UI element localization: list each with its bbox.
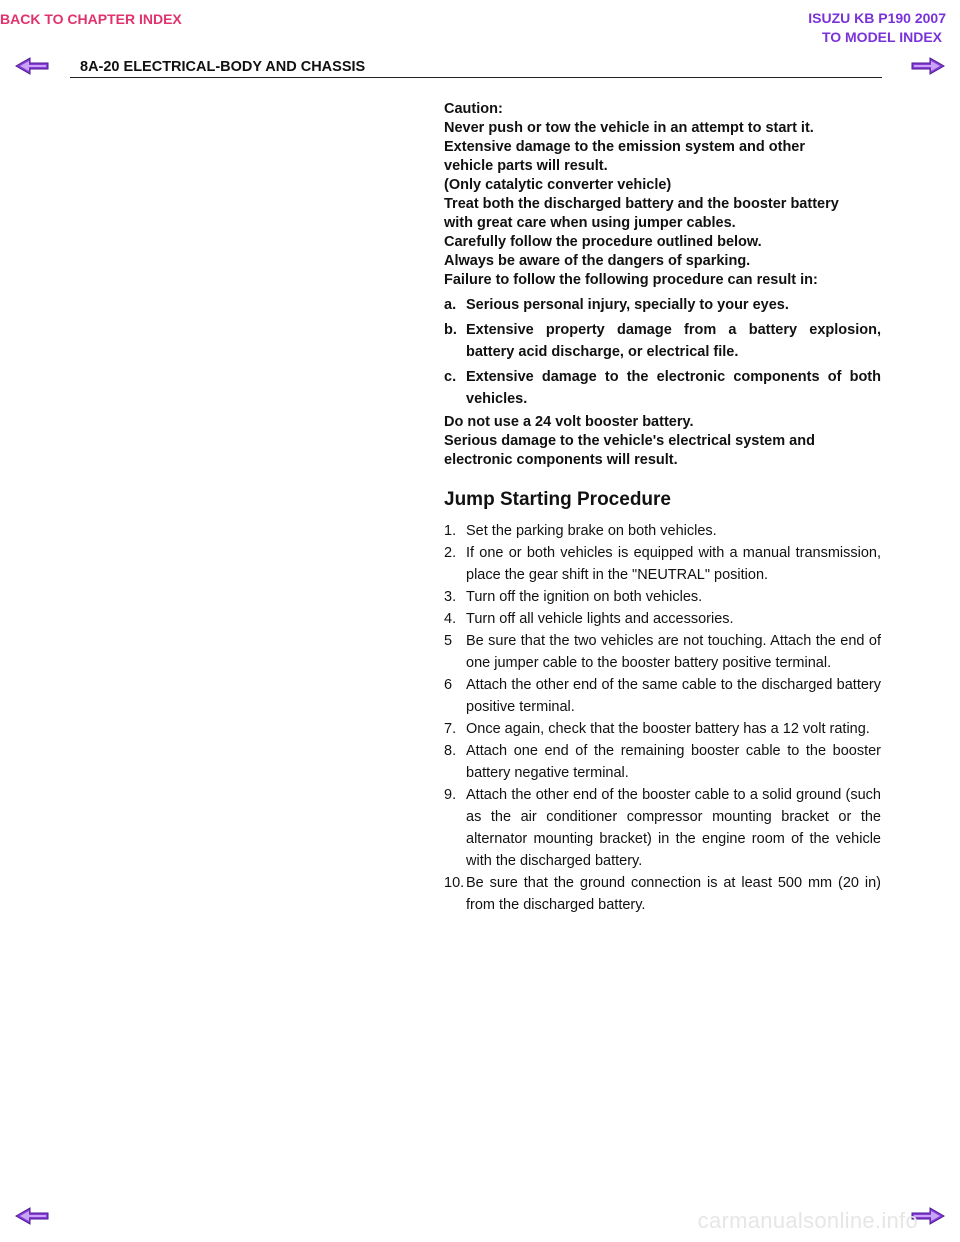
procedure-steps xyxy=(444,520,881,916)
list-item-text: Extensive property damage from a battery explosion, battery acid discharge, or electrical file. xyxy=(466,322,881,360)
list-marker: c. xyxy=(444,369,457,385)
warning-line: Do not use a 24 volt booster battery. xyxy=(444,414,694,430)
to-model-index-link[interactable]: TO MODEL INDEX xyxy=(821,29,942,45)
warning-line: Serious damage to the vehicle's electrical system and xyxy=(444,433,815,449)
step-number: 9. xyxy=(444,787,457,803)
step-number: 10. xyxy=(444,875,465,891)
caution-line: Caution: xyxy=(444,101,503,117)
document-title: ISUZU KB P190 2007 xyxy=(808,10,946,26)
step-text: Once again, check that the booster battery has a 12 volt rating. xyxy=(466,721,870,737)
step-text: Set the parking brake on both vehicles. xyxy=(466,523,717,539)
step-number: 1. xyxy=(444,523,457,539)
step-item xyxy=(444,586,881,608)
step-text: If one or both vehicles is equipped with a manual transmission, place the gear shift in the "NEUTRAL" position. xyxy=(466,545,881,583)
step-number: 2. xyxy=(444,545,457,561)
caution-line: vehicle parts will result. xyxy=(444,158,608,174)
caution-line: Carefully follow the procedure outlined below. xyxy=(444,234,762,250)
caution-consequence-list xyxy=(444,294,881,410)
step-item xyxy=(444,608,881,630)
step-item xyxy=(444,740,881,784)
caution-line: Extensive damage to the emission system and other xyxy=(444,139,806,155)
step-text: Be sure that the two vehicles are not touching. Attach the end of one jumper cable to the booster battery positive terminal. xyxy=(466,633,881,671)
list-marker: a. xyxy=(444,297,457,313)
step-item xyxy=(444,718,881,740)
footer-watermark: carmanualsonline.info xyxy=(697,1208,918,1233)
step-number: 8. xyxy=(444,743,457,759)
step-text: Attach the other end of the same cable to the discharged battery positive terminal. xyxy=(466,677,881,715)
step-number: 3. xyxy=(444,589,457,605)
page-content xyxy=(444,100,881,916)
list-item xyxy=(444,319,881,363)
list-item-text: Extensive damage to the electronic components of both vehicles. xyxy=(466,369,881,407)
step-item xyxy=(444,630,881,674)
step-number: 5 xyxy=(444,633,453,649)
list-item-text: Serious personal injury, specially to your eyes. xyxy=(466,297,789,313)
caution-line: Treat both the discharged battery and the booster battery xyxy=(444,196,839,212)
back-to-chapter-index-link[interactable]: BACK TO CHAPTER INDEX xyxy=(0,11,182,27)
list-marker: b. xyxy=(444,322,457,338)
previous-page-arrow-icon[interactable] xyxy=(14,1206,50,1226)
caution-line: (Only catalytic converter vehicle) xyxy=(444,177,672,193)
section-heading: Jump Starting Procedure xyxy=(444,489,671,510)
caution-line: with great care when using jumper cables. xyxy=(444,215,736,231)
step-item xyxy=(444,674,881,718)
step-item xyxy=(444,784,881,872)
previous-page-arrow-icon[interactable] xyxy=(14,56,50,76)
header-divider xyxy=(70,77,882,78)
step-item xyxy=(444,542,881,586)
step-item xyxy=(444,872,881,916)
list-item xyxy=(444,294,881,316)
step-text: Attach one end of the remaining booster cable to the booster battery negative terminal. xyxy=(466,743,881,781)
caution-line: Failure to follow the following procedure can result in: xyxy=(444,272,818,288)
step-item xyxy=(444,520,881,542)
step-text: Turn off all vehicle lights and accessories. xyxy=(466,611,734,627)
caution-line: Always be aware of the dangers of sparking. xyxy=(444,253,751,269)
step-number: 4. xyxy=(444,611,457,627)
step-text: Be sure that the ground connection is at least 500 mm (20 in) from the discharged battery. xyxy=(466,875,881,913)
step-text: Turn off the ignition on both vehicles. xyxy=(466,589,703,605)
caution-block xyxy=(444,100,881,290)
booster-warning xyxy=(444,413,881,470)
step-number: 6 xyxy=(444,677,453,693)
step-text: Attach the other end of the booster cable to a solid ground (such as the air conditioner compressor mounting bracket or the alternator mounting bracket) in the engine room of the vehicle with the discharged battery. xyxy=(466,787,881,869)
next-page-arrow-icon[interactable] xyxy=(910,56,946,76)
warning-line: electronic components will result. xyxy=(444,452,678,468)
page-header-title: 8A-20 ELECTRICAL-BODY AND CHASSIS xyxy=(80,59,366,75)
list-item xyxy=(444,366,881,410)
caution-line: Never push or tow the vehicle in an attempt to start it. xyxy=(444,120,814,136)
step-number: 7. xyxy=(444,721,457,737)
